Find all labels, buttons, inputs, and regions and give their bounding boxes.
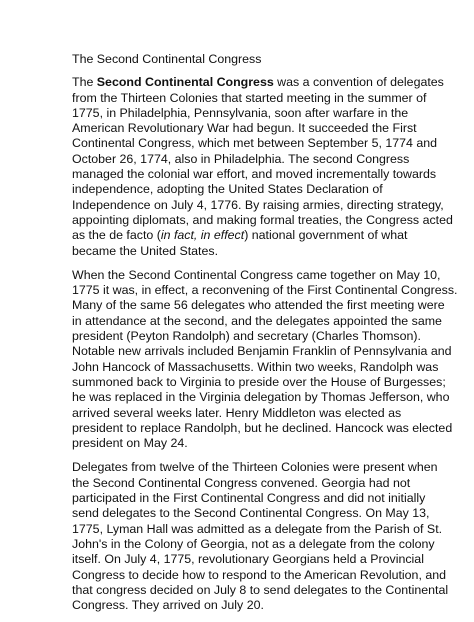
text-line <box>72 567 447 583</box>
text-run: October 26, 1774, also in Philadelphia. The second Congress <box>72 151 410 166</box>
text-line <box>72 75 444 90</box>
text-line <box>72 329 432 344</box>
text-run: president (Peyton Randolph) and secretary (Charles Thomson). <box>72 329 421 344</box>
text-run: Delegates from twelve of the Thirteen Colonies were present when <box>72 460 438 475</box>
text-run: The <box>72 75 97 90</box>
italic-gloss: in fact, in effect <box>160 228 245 243</box>
text-line <box>72 298 445 313</box>
text-line <box>72 136 438 151</box>
text-run: was a convention of delegates <box>273 75 444 90</box>
text-line <box>72 182 432 197</box>
text-line <box>72 228 432 243</box>
text-line <box>72 420 453 436</box>
document-page <box>72 52 458 622</box>
document-title: The Second Continental Congress <box>72 52 262 66</box>
document-body <box>72 75 458 613</box>
text-line <box>72 521 443 537</box>
paragraph <box>72 75 453 259</box>
paragraph <box>72 460 449 613</box>
text-run: appointing diplomats, and making formal treaties, the Congress acted <box>72 212 453 227</box>
text-line <box>72 552 432 567</box>
text-line <box>72 460 438 475</box>
text-line <box>72 313 442 329</box>
text-run: independence, adopting the United States Declaration of <box>72 182 383 197</box>
text-run: Congress to decide how to respond to the American Revolution, and <box>72 567 447 582</box>
paragraph <box>72 267 458 452</box>
text-line <box>72 476 432 491</box>
text-line <box>72 598 432 613</box>
text-line <box>72 436 432 451</box>
text-run: send delegates to the Second Continental Congress. On May 13, <box>72 506 430 521</box>
text-line <box>72 491 432 506</box>
text-run: 1775 it was, in effect, a reconvening of the First Continental Congress. <box>72 283 458 298</box>
text-run: Notable new arrivals included Benjamin Franklin of Pennsylvania and <box>72 344 452 359</box>
text-run: president to replace Randolph, but he declined. Hancock was elected <box>72 420 453 435</box>
text-run: became the United States. <box>72 243 219 258</box>
text-run: John Hancock of Massachusetts. Within two weeks, Randolph was <box>72 359 439 374</box>
text-line <box>72 344 452 359</box>
text-line <box>72 267 441 283</box>
text-run: Many of the same 56 delegates who attended the first meeting were <box>72 298 445 313</box>
text-line <box>72 406 432 421</box>
text-run: John's in the Colony of Georgia, not as a delegate from the colony <box>72 536 435 551</box>
text-run: Continental Congress, which met between September 5, 1774 and <box>72 136 438 151</box>
text-run: participated in the First Continental Congress and did not initially <box>72 491 426 506</box>
text-run: as the de facto ( <box>72 228 161 243</box>
text-line <box>72 359 439 375</box>
text-run: he was replaced in the Virginia delegation by Thomas Jefferson, who <box>72 390 450 405</box>
text-line <box>72 212 453 228</box>
text-line <box>72 374 446 390</box>
text-run: from the Thirteen Colonies that started meeting in the summer of <box>72 90 427 105</box>
text-line <box>72 582 449 598</box>
text-run: ) national government of what <box>244 228 408 243</box>
text-line <box>72 91 432 106</box>
text-line <box>72 167 437 182</box>
text-run: the Second Continental Congress convened. Georgia had not <box>72 475 411 490</box>
text-run: When the Second Continental Congress came together on May 10, <box>72 267 441 282</box>
text-run: American Revolutionary War had begun. It succeeded the First <box>72 121 417 136</box>
text-line <box>72 390 450 405</box>
text-run: arrived several weeks later. Henry Middleton was elected as <box>72 405 402 420</box>
text-line <box>72 197 444 213</box>
text-run: that congress decided on July 8 to send delegates to the Continental <box>72 582 449 597</box>
text-line <box>72 506 432 521</box>
text-line <box>72 121 432 136</box>
text-run: 1775, in Philadelphia, Pennsylvania, soon after warfare in the <box>72 105 409 120</box>
text-line <box>72 152 432 167</box>
text-run: itself. On July 4, 1775, revolutionary Georgians held a Provincial <box>72 552 424 567</box>
text-run: summoned back to Virginia to preside over the House of Burgesses; <box>72 374 446 389</box>
text-run: managed the colonial war effort, and moved incrementally towards <box>72 167 437 182</box>
text-run: 1775, Lyman Hall was admitted as a delegate from the Parish of St. <box>72 521 443 536</box>
text-line <box>72 536 435 552</box>
text-run: in attendance at the second, and the delegates appointed the same <box>72 313 442 328</box>
text-run: Independence on July 4, 1776. By raising armies, directing strategy, <box>72 197 444 212</box>
text-run: Congress. They arrived on July 20. <box>72 598 264 613</box>
text-line <box>72 244 432 259</box>
text-line <box>72 106 432 121</box>
bold-term: Second Continental Congress <box>96 75 274 90</box>
text-line <box>72 283 458 298</box>
text-run: president on May 24. <box>72 436 188 451</box>
